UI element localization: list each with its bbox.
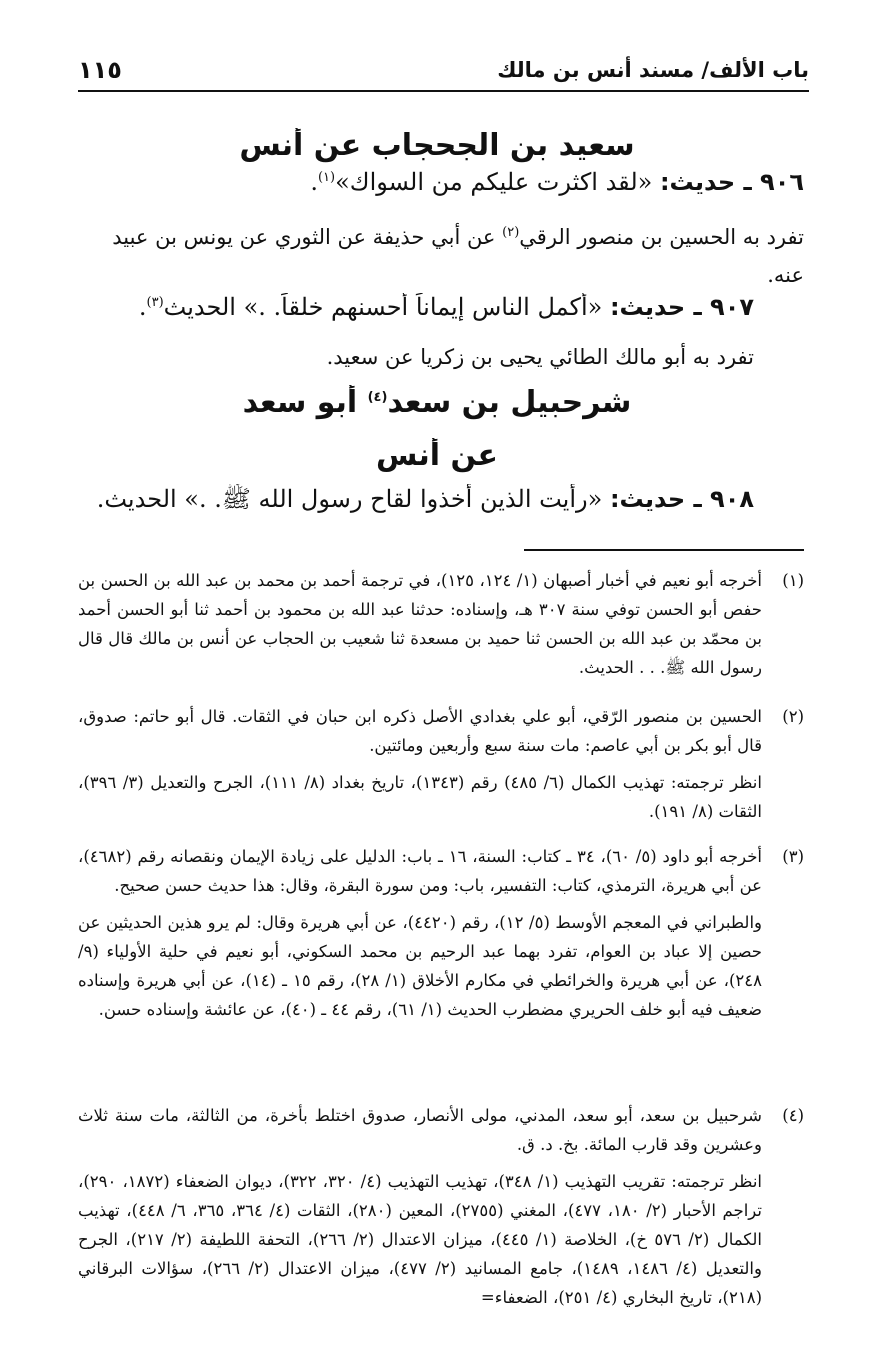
footnote-ref: (٤) <box>367 390 388 405</box>
paragraph-907: تفرد به أبو مالك الطائي يحيى بن زكريا عن سعيد. <box>326 345 754 369</box>
section-heading-shurahbil: شرحبيل بن سعد$^{(٤)}$ أبو سعد <box>242 385 632 420</box>
footnote-mark: (٣) <box>782 847 804 866</box>
footnote-text: الحسين بن منصور الرّقي، أبو علي بغدادي الأصل ذكره ابن حبان في الثقات. قال أبو حاتم: صدوق، قال أبو بكر بن أبي عاصم: مات سنة سبع وأربعين ومائتين. <box>78 707 762 755</box>
footnote-text: انظر ترجمته: تقريب التهذيب (١/ ٣٤٨)، تهذيب التهذيب (٤/ ٣٢٠، ٣٢٢)، ديوان الضعفاء (١٨٧٢، ٢٩٠)، تراجم الأحبار (٢/ ١٨٠، ٤٧٧)، المغني (٢٧٥٥)، المعين (٢٨٠)، الثقات (٤/ ٣٦٤، ٣٦٥، ٦/ ٤٤٨)، تهذيب الكمال (٢/ ٥٧٦ خ)، الخلاصة (١/ ٤٤٥)، ميزان الاعتدال (٢/ ٢٦٦)، التحفة اللطيفة (٢/ ٢١٧)، الجرح والتعديل (٤/ ١٤٨٦، ١٤٨٩)، جامع المسانيد (٢/ ٤٧٧)، ميزان الاعتدال (٢/ ٢٦٦)، سؤالات البرقاني (٢١٨)، تاريخ البخاري (٤/ ٢٥١)، الضعفاء= <box>78 1172 763 1307</box>
hadith-number: ٩٠٦ ـ حديث: <box>659 168 804 196</box>
running-header <box>78 58 809 94</box>
footnote-separator <box>524 549 804 551</box>
header-rule <box>78 90 809 92</box>
footnote-4 <box>78 1101 804 1312</box>
footnote-2 <box>78 702 804 826</box>
footnote-text: أخرجه أبو داود (٥/ ٦٠)، ٣٤ ـ كتاب: السنة، ١٦ ـ باب: الدليل على زيادة الإيمان ونقصانه رقم (٤٦٨٢)، عن أبي هريرة، الترمذي، كتاب: التفسير، باب: ومن سورة البقرة، وقال: هذا حديث حسن صحيح. <box>78 847 762 895</box>
footnote-text: انظر ترجمته: تهذيب الكمال (٦/ ٤٨٥) رقم (١٣٤٣)، تاريخ بغداد (٨/ ١١١)، الجرح والتعديل (٣/ ٣٩٦)، الثقات (٨/ ١٩١). <box>78 773 762 821</box>
hadith-908 <box>70 484 754 519</box>
hadith-number: ٩٠٨ ـ حديث: <box>609 485 754 513</box>
page-number: ١١٥ <box>78 56 122 84</box>
hadith-906: ٩٠٦ ـ حديث: «لقد اكثرت عليكم من السواك»$^{(١)}$. <box>310 168 804 196</box>
footnote-ref: (٢) <box>502 225 520 240</box>
paragraph-906: تفرد به الحسين بن منصور الرقي$^{(٢)}$ عن أبي حذيفة عن الثوري عن يونس بن عبيد عنه. <box>112 225 804 287</box>
footnote-ref: (٣) <box>146 295 164 310</box>
running-header-title: باب الألف/ مسند أنس بن مالك <box>497 58 809 82</box>
footnote-text: شرحبيل بن سعد، أبو سعد، المدني، مولى الأنصار، صدوق اختلط بأخرة، من الثالثة، مات سنة ثلاث وعشرين وقد قارب المائة. بخ. د. ق. <box>78 1106 762 1154</box>
hadith-text: «لقد اكثرت عليكم من السواك» <box>335 168 653 196</box>
footnote-mark: (١) <box>782 571 804 590</box>
section-heading-anas: عن أنس <box>376 438 498 473</box>
footnote-ref: (١) <box>317 170 336 185</box>
footnote-text: والطبراني في المعجم الأوسط (٥/ ١٢)، رقم (٤٤٢٠)، عن أبي هريرة وقال: لم يرو هذين الحديثين عن حصين إلا عباد بن العوام، تفرد بهما عبد الرحيم بن محمد السكوني، أبو نعيم في حلية الأولياء (٩/ ٢٤٨)، عن أبي هريرة والخرائطي في مكارم الأخلاق (١/ ٢٨)، رقم ١٥ ـ (١٤)، عن أبي هريرة وإسناده ضعيف فيه أبو خلف الحريري مضطرب الحديث (١/ ٦١)، رقم ٤٤ ـ (٤٠)، عن عائشة وإسناده حسن. <box>78 913 763 1019</box>
section-heading-said: سعيد بن الجحجاب عن أنس <box>239 128 635 163</box>
hadith-number: ٩٠٧ ـ حديث: <box>609 293 754 321</box>
hadith-907: ٩٠٧ ـ حديث: «أكمل الناس إيماناً أحسنهم خلقاً. .» الحديث$^{(٣)}$. <box>138 293 754 321</box>
hadith-text: «أكمل الناس إيماناً أحسنهم خلقاً. .» الحديث <box>163 293 603 321</box>
footnote-1 <box>78 566 804 682</box>
hadith-text: «رأيت الذين أخذوا لقاح رسول الله ﷺ. .» الحديث. <box>96 485 603 513</box>
footnote-mark: (٢) <box>782 707 804 726</box>
footnote-text: أخرجه أبو نعيم في أخبار أصبهان (١/ ١٢٤، ١٢٥)، في ترجمة أحمد بن محمد بن عبد الله بن الحسن بن حفص أبو الحسن توفي سنة ٣٠٧ هـ، وإسناده: حدثنا عبد الله بن محمود بن أحمد ثنا أبو الحسن أحمد بن محمّد بن عبد الله بن الحسن ثنا حميد بن مسعدة ثنا شعيب بن الحجاب عن أنس بن مالك قال قال رسول الله ﷺ. . . الحديث. <box>78 571 763 677</box>
footnote-mark: (٤) <box>782 1106 804 1125</box>
footnote-3 <box>78 842 804 1024</box>
